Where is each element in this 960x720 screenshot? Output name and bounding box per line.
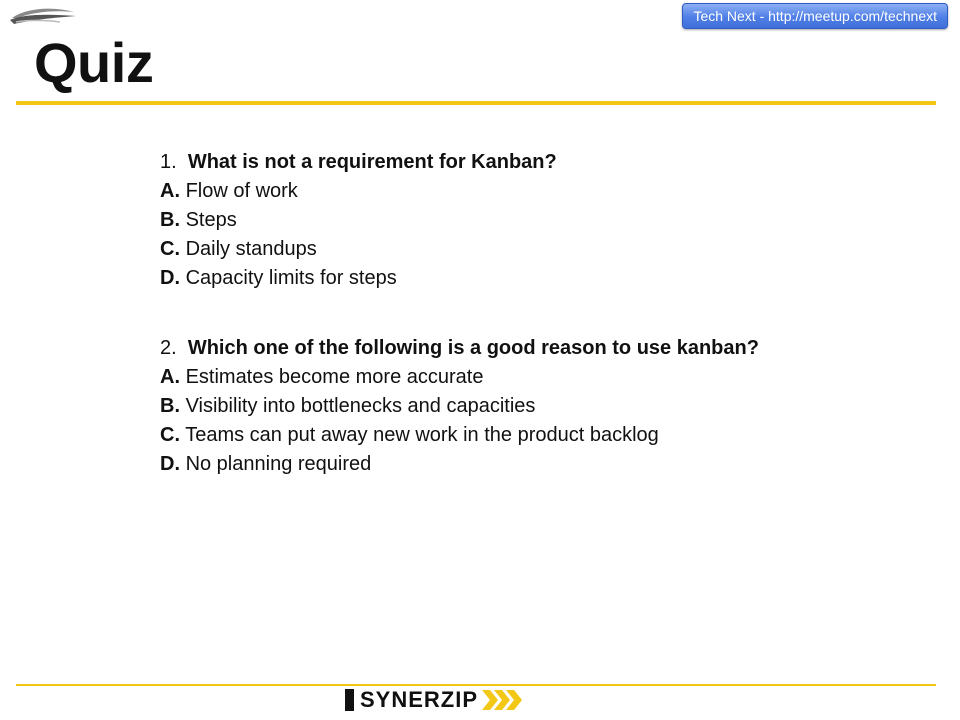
option-letter: C. bbox=[160, 238, 180, 260]
question-text: What is not a requirement for Kanban? bbox=[187, 151, 557, 173]
question-1-prompt bbox=[160, 148, 820, 177]
option-text: Daily standups bbox=[185, 238, 317, 260]
option-text: Steps bbox=[185, 209, 237, 231]
footer-divider bbox=[16, 684, 936, 686]
option-c bbox=[160, 235, 820, 264]
option-text: Teams can put away new work in the product backlog bbox=[185, 424, 659, 446]
synerzip-logo bbox=[345, 687, 524, 713]
option-a bbox=[160, 177, 820, 206]
option-text: No planning required bbox=[185, 453, 372, 475]
option-text: Visibility into bottlenecks and capacities bbox=[185, 395, 536, 417]
meetup-badge[interactable]: Tech Next - http://meetup.com/technext bbox=[682, 3, 948, 29]
title-divider bbox=[16, 101, 936, 105]
option-text: Flow of work bbox=[185, 180, 298, 202]
page-title: Quiz bbox=[34, 31, 154, 94]
question-1 bbox=[160, 148, 820, 293]
option-a bbox=[160, 363, 820, 392]
question-number: 2. bbox=[160, 337, 177, 359]
option-letter: B. bbox=[160, 395, 180, 417]
option-text: Capacity limits for steps bbox=[185, 267, 397, 289]
question-number: 1. bbox=[160, 151, 177, 173]
option-letter: A. bbox=[160, 180, 180, 202]
option-letter: D. bbox=[160, 453, 180, 475]
option-letter: B. bbox=[160, 209, 180, 231]
option-letter: A. bbox=[160, 366, 180, 388]
question-2 bbox=[160, 334, 820, 479]
swoosh-logo-icon bbox=[8, 4, 78, 30]
option-text: Estimates become more accurate bbox=[185, 366, 484, 388]
quiz-content bbox=[160, 148, 820, 520]
option-c bbox=[160, 421, 820, 450]
option-b bbox=[160, 206, 820, 235]
option-d bbox=[160, 264, 820, 293]
question-2-prompt bbox=[160, 334, 820, 363]
brand-name: SYNERZIP bbox=[360, 687, 479, 712]
chevron-arrows-icon bbox=[480, 688, 524, 712]
option-b bbox=[160, 392, 820, 421]
option-d bbox=[160, 450, 820, 479]
question-text: Which one of the following is a good reason to use kanban? bbox=[187, 337, 759, 359]
option-letter: D. bbox=[160, 267, 180, 289]
brand-bar-icon bbox=[345, 689, 354, 711]
option-letter: C. bbox=[160, 424, 180, 446]
